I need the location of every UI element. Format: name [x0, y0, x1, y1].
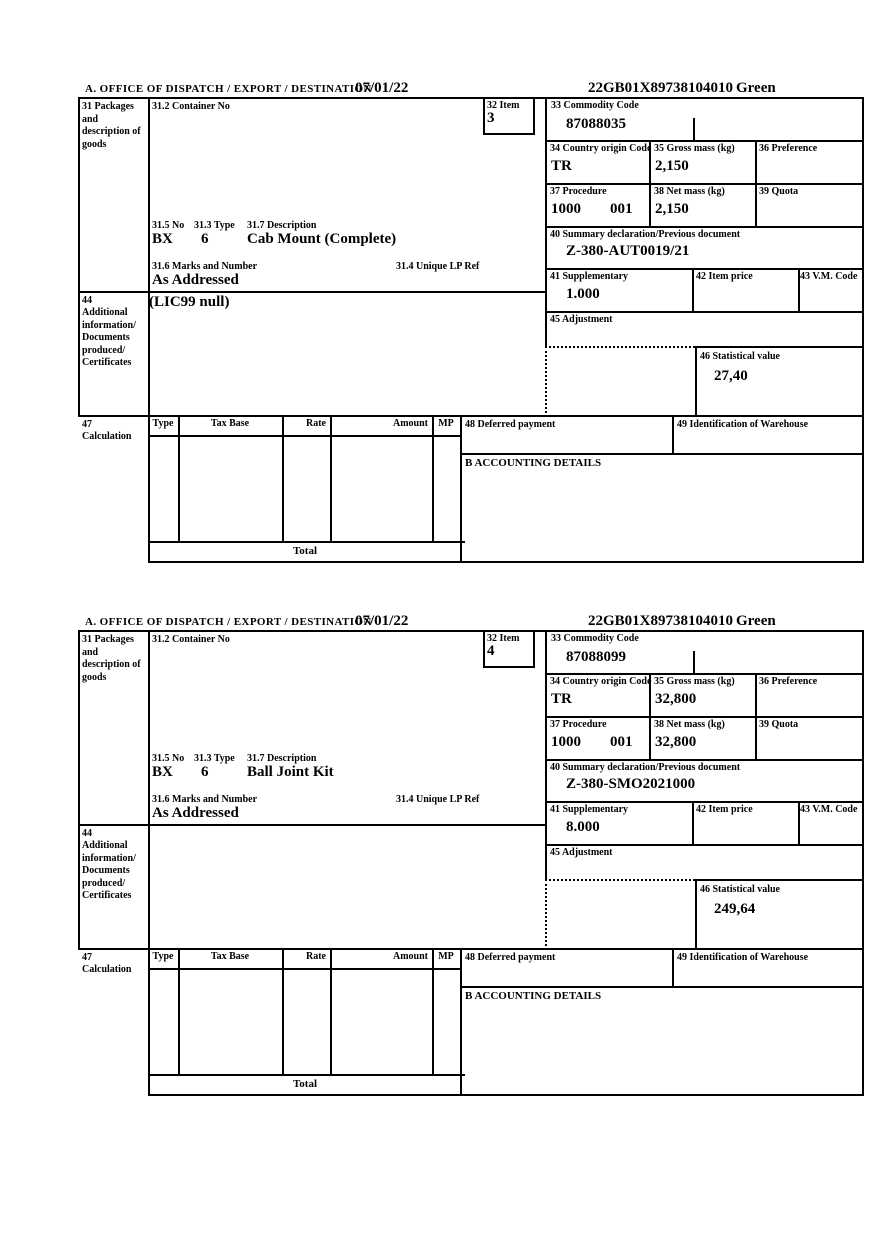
previous-document-value: Z-380-AUT0019/21 [566, 243, 690, 259]
box31-5-label: 31.5 No [152, 220, 185, 231]
calc-type-header: Type [152, 418, 174, 429]
calc-rate-header: Rate [306, 951, 326, 962]
box38-label: 38 Net mass (kg) [654, 719, 725, 730]
box48-label: 48 Deferred payment [465, 419, 556, 430]
procedure-value: 1000 [551, 201, 581, 217]
box31-2-label: 31.2 Container No [152, 101, 230, 112]
grid-line [692, 801, 694, 844]
supplementary-units-value: 8.000 [566, 819, 600, 835]
gross-mass-value: 32,800 [655, 691, 697, 707]
box33-label: 33 Commodity Code [551, 100, 639, 111]
grid-line [545, 630, 547, 880]
calc-type-header: Type [152, 951, 174, 962]
grid-line [533, 630, 535, 666]
grid-line [693, 651, 695, 673]
marks-numbers-value: As Addressed [152, 805, 239, 821]
box36-label: 36 Preference [759, 676, 818, 687]
grid-line [545, 311, 864, 313]
grid-line [755, 140, 757, 226]
grid-line [483, 666, 535, 668]
grid-line [693, 118, 695, 140]
dotted-grid-line [545, 879, 695, 881]
box44-label: Additional information/ Documents produced/ Certificates [82, 307, 136, 368]
dotted-grid-line [545, 346, 547, 413]
calc-mp-header: MP [438, 418, 454, 429]
procedure-code-value: 001 [610, 734, 633, 750]
box44-number-label: 44 [82, 295, 92, 306]
accounting-details-label: B ACCOUNTING DETAILS [465, 990, 602, 1002]
box46-label: 46 Statistical value [700, 884, 780, 895]
calc-rate-header: Rate [306, 418, 326, 429]
box47-number-label: 47 [82, 419, 92, 430]
packages-type-value: 6 [201, 764, 209, 780]
grid-line [460, 986, 864, 988]
box45-label: 45 Adjustment [550, 314, 613, 325]
grid-line [483, 133, 535, 135]
customs-item-form [0, 613, 882, 1113]
grid-line [78, 291, 547, 293]
grid-line [672, 948, 674, 986]
grid-line [148, 561, 864, 563]
item-number-value: 4 [487, 643, 495, 659]
grid-line [545, 226, 864, 228]
dotted-grid-line [545, 346, 695, 348]
box31-label: 31 Packages and description of goods [82, 101, 141, 150]
box43-label: 43 V.M. Code [800, 804, 858, 815]
box41-label: 41 Supplementary [550, 271, 629, 282]
grid-line [545, 716, 864, 718]
grid-line [460, 415, 462, 561]
calc-total-label: Total [292, 545, 318, 557]
box31-label: 31 Packages and description of goods [82, 634, 141, 683]
goods-description-value: Cab Mount (Complete) [247, 231, 397, 247]
grid-line [695, 879, 697, 948]
calc-mp-header: MP [438, 951, 454, 962]
box31-4-label: 31.4 Unique LP Ref [396, 261, 480, 272]
procedure-value: 1000 [551, 734, 581, 750]
grid-line [148, 1074, 465, 1076]
calc-tax-base-header: Tax Base [210, 418, 250, 429]
box43-label: 43 V.M. Code [800, 271, 858, 282]
grid-line [148, 630, 150, 1094]
calc-total-label: Total [292, 1078, 318, 1090]
grid-line [755, 673, 757, 759]
grid-line [460, 948, 462, 1094]
customs-item-form [0, 80, 882, 580]
box39-label: 39 Quota [759, 719, 799, 730]
grid-line [545, 844, 864, 846]
grid-line [695, 879, 864, 881]
goods-description-value: Ball Joint Kit [247, 764, 334, 780]
net-mass-value: 2,150 [655, 201, 689, 217]
box47-label: Calculation [82, 431, 132, 442]
grid-line [862, 97, 864, 561]
packages-number-value: BX [152, 764, 173, 780]
grid-line [545, 97, 547, 347]
box39-label: 39 Quota [759, 186, 799, 197]
box45-label: 45 Adjustment [550, 847, 613, 858]
routing-status-value: Green [736, 613, 776, 629]
box31-3-label: 31.3 Type [194, 220, 235, 231]
item-number-value: 3 [487, 110, 495, 126]
grid-line [545, 140, 864, 142]
grid-line [695, 346, 864, 348]
grid-line [78, 824, 547, 826]
routing-status-value: Green [736, 80, 776, 96]
box40-label: 40 Summary declaration/Previous document [550, 762, 741, 773]
grid-line [862, 630, 864, 1094]
box31-2-label: 31.2 Container No [152, 634, 230, 645]
packages-type-value: 6 [201, 231, 209, 247]
declaration-reference-value: 22GB01X89738104010 [588, 613, 734, 629]
box31-3-label: 31.3 Type [194, 753, 235, 764]
grid-line [483, 97, 485, 133]
box38-label: 38 Net mass (kg) [654, 186, 725, 197]
grid-line [692, 268, 694, 311]
country-origin-value: TR [551, 691, 572, 707]
grid-line [178, 415, 180, 541]
marks-numbers-value: As Addressed [152, 272, 239, 288]
grid-line [178, 948, 180, 1074]
grid-line [78, 97, 80, 415]
statistical-value: 27,40 [714, 368, 748, 384]
date-value: 07/01/22 [355, 613, 409, 629]
grid-line [545, 183, 864, 185]
grid-line [282, 948, 284, 1074]
grid-line [672, 415, 674, 453]
grid-line [282, 415, 284, 541]
procedure-code-value: 001 [610, 201, 633, 217]
box40-label: 40 Summary declaration/Previous document [550, 229, 741, 240]
box42-label: 42 Item price [696, 271, 753, 282]
grid-line [78, 630, 80, 948]
box31-7-label: 31.7 Description [247, 753, 317, 764]
box32-label: 32 Item [487, 100, 520, 111]
box47-label: Calculation [82, 964, 132, 975]
grid-line [545, 268, 864, 270]
packages-number-value: BX [152, 231, 173, 247]
grid-line [695, 346, 697, 415]
grid-line [533, 97, 535, 133]
grid-line [78, 97, 864, 99]
box46-label: 46 Statistical value [700, 351, 780, 362]
grid-line [148, 97, 150, 561]
calc-tax-base-header: Tax Base [210, 951, 250, 962]
box31-7-label: 31.7 Description [247, 220, 317, 231]
dotted-grid-line [545, 879, 547, 946]
box37-label: 37 Procedure [550, 186, 607, 197]
grid-line [148, 435, 462, 437]
grid-line [545, 801, 864, 803]
grid-line [148, 541, 465, 543]
box35-label: 35 Gross mass (kg) [654, 143, 735, 154]
grid-line [483, 630, 485, 666]
grid-line [545, 673, 864, 675]
grid-line [78, 415, 864, 417]
grid-line [78, 630, 864, 632]
grid-line [432, 415, 434, 541]
box37-label: 37 Procedure [550, 719, 607, 730]
box49-label: 49 Identification of Warehouse [677, 419, 809, 430]
box31-4-label: 31.4 Unique LP Ref [396, 794, 480, 805]
box31-6-label: 31.6 Marks and Number [152, 261, 258, 272]
box41-label: 41 Supplementary [550, 804, 629, 815]
grid-line [460, 453, 864, 455]
calc-amount-header: Amount [392, 951, 428, 962]
box36-label: 36 Preference [759, 143, 818, 154]
gross-mass-value: 2,150 [655, 158, 689, 174]
box48-label: 48 Deferred payment [465, 952, 556, 963]
grid-line [148, 968, 462, 970]
country-origin-value: TR [551, 158, 572, 174]
box33-label: 33 Commodity Code [551, 633, 639, 644]
box34-label: 34 Country origin Code [550, 143, 652, 154]
grid-line [78, 948, 864, 950]
grid-line [330, 948, 332, 1074]
accounting-details-label: B ACCOUNTING DETAILS [465, 457, 602, 469]
box31-6-label: 31.6 Marks and Number [152, 794, 258, 805]
net-mass-value: 32,800 [655, 734, 697, 750]
box44-number-label: 44 [82, 828, 92, 839]
statistical-value: 249,64 [714, 901, 756, 917]
grid-line [148, 1094, 864, 1096]
box32-label: 32 Item [487, 633, 520, 644]
declaration-reference-value: 22GB01X89738104010 [588, 80, 734, 96]
grid-line [330, 415, 332, 541]
box34-label: 34 Country origin Code [550, 676, 652, 687]
calc-amount-header: Amount [392, 418, 428, 429]
commodity-code-value: 87088099 [566, 649, 626, 665]
box49-label: 49 Identification of Warehouse [677, 952, 809, 963]
date-value: 07/01/22 [355, 80, 409, 96]
box44-label: Additional information/ Documents produced/ Certificates [82, 840, 136, 901]
office-of-dispatch-label: A. OFFICE OF DISPATCH / EXPORT / DESTINATION [85, 83, 372, 95]
office-of-dispatch-label: A. OFFICE OF DISPATCH / EXPORT / DESTINATION [85, 616, 372, 628]
previous-document-value: Z-380-SMO2021000 [566, 776, 696, 792]
additional-information-value: (LIC99 null) [149, 294, 230, 310]
box35-label: 35 Gross mass (kg) [654, 676, 735, 687]
box42-label: 42 Item price [696, 804, 753, 815]
supplementary-units-value: 1.000 [566, 286, 600, 302]
grid-line [545, 759, 864, 761]
grid-line [432, 948, 434, 1074]
box31-5-label: 31.5 No [152, 753, 185, 764]
box47-number-label: 47 [82, 952, 92, 963]
commodity-code-value: 87088035 [566, 116, 626, 132]
